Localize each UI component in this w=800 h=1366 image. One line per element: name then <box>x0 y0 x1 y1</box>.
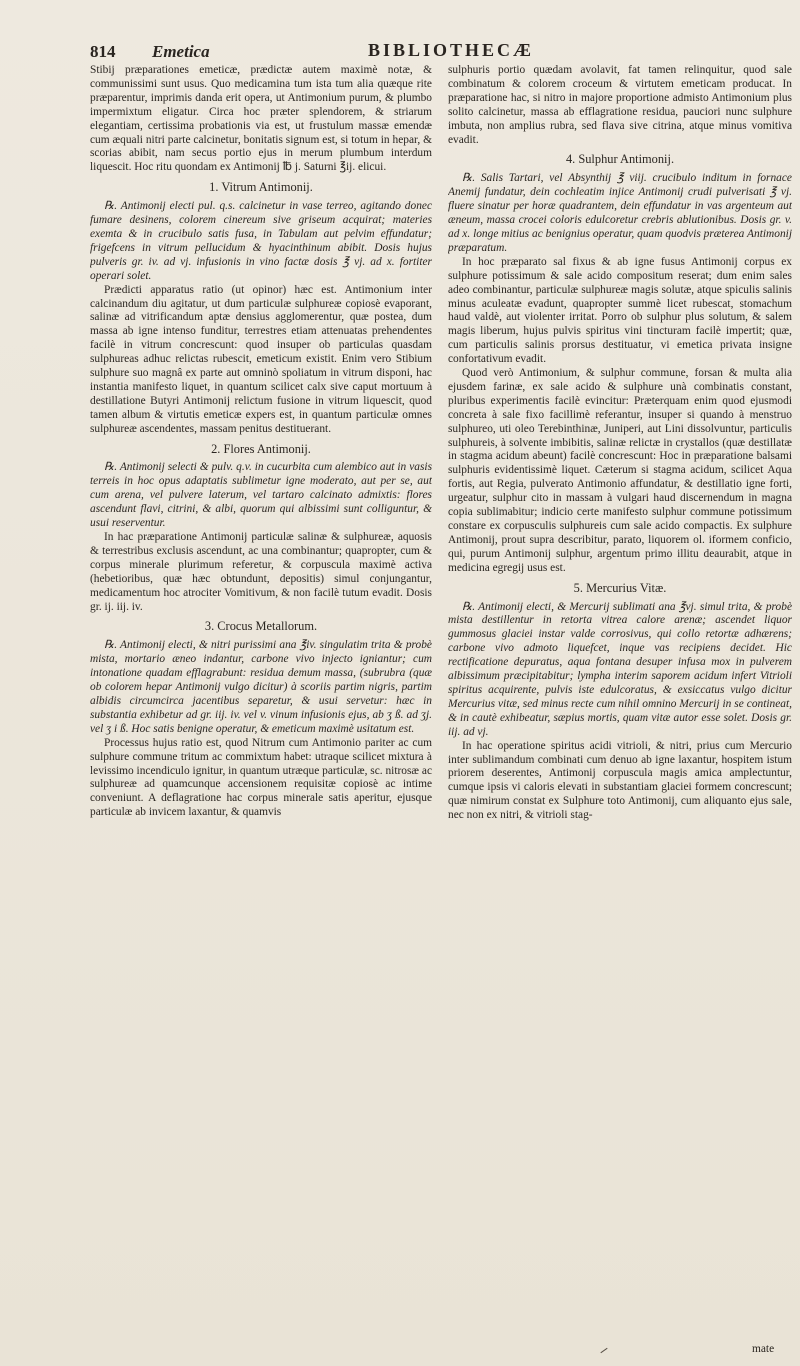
section-heading-mercurius: 5. Mercurius Vitæ. <box>573 580 667 595</box>
running-header <box>90 40 790 66</box>
commentary-mercurius: In hac operatione spiritus acidi vitrioli, & nitri, prius cum Mercurio inter sublimandum combinati cum denuo ab igne laxantur, hospitem istum priorem deserentes, Antimonij corpuscula magis amica amplectuntur, cumque ipsis vi caloris elevati in substantiam glaciei formem concrescunt; quæ nimirum constat ex Sulphure toto Antimonij, cum aliquanto ejus sale, nec non ex nitri, & vitrioli stag- <box>448 739 792 822</box>
recipe-sulphur: ℞. Salis Tartari, vel Absynthij ℥ viij. crucibulo inditum in fornace Anemij fundatur, dein cochleatim injice Antimonij crudi pulverisati ℥ vj. fluere sinatur per horæ quadrantem, dein effundatur in vas argenteum aut æneum, massa crocei coloris edulcoretur crebris ablutionibus. Dosis gr. v. ad x. longe mitius ac benignius operatur, quam quodvis præterea Antimonij præparatum. <box>448 172 792 254</box>
section-title: Emetica <box>152 42 210 61</box>
intro-paragraph: Stibij præparationes emeticæ, prædictæ autem maximè notæ, & communissimi sunt usus. Quo medicamina tum ista tum alia quæque rite præparentur, imprimis danda erit opera, ut Antimonium purum, & plumbo impermixtum eligatur. Circa hoc præter splendorem, & striarum elegantiam, certissima probationis via est, ut frustulum massæ emendæ cum æquali nitri parte calcinetur, bonitatis signum est, si totum in hepar, & scorias abibit, nam secus portio ejus in merum plumbum interdum liquescit. Hoc ritu quondam ex Antimonij ℔ j. Saturni ℥ij. elicui. <box>90 64 432 174</box>
left-column <box>90 64 432 1354</box>
recipe-vitrum: ℞. Antimonij electi pul. q.s. calcinetur in vase terreo, agitando donec fumare desinens, colorem cinereum sive griseum acquirat; materies exemta & in crucibulo satis fusa, in Tabulam aut pelvim effundatur; frigefcens in vitrum pellucidum & hyacinthinum abibit. Dosis hujus pulveris gr. iv. ad vj. infusionis in vino factæ dosis ℥ vj. ad x. fortiter operari solet. <box>90 200 432 282</box>
running-title: BIBLIOTHECÆ <box>368 40 535 60</box>
section-heading-sulphur: 4. Sulphur Antimonij. <box>565 152 675 167</box>
section-heading-crocus: 3. Crocus Metallorum. <box>204 619 318 634</box>
commentary-sulphur-2: Quod verò Antimonium, & sulphur commune, forsan & multa alia ejusdem farinæ, ex sale acido & sulphure unà combinatis constant, pluribus experimentis facilè evincitur: Præterquam enim quod ejusmodi concreta à sale fixo facillimè referantur, insuper si quando à menstruo sulphureo, uti oleo Terebinthinæ, Juniperi, aut Lini dissolvuntur, particulis sulphureis, à solvente imbibitis, salinæ relictæ in crystallos (quæ destillatæ in stagma acidum abeunt) facilè concrescunt: Hoc in præparatione balsami sulphuris evidentissimè liquet. Cæterum si stagma acidum, scilicet Aqua fortis, aut Regia, pulverato Antimonio affundatur, & destillatio igne forti, urgeatur, sulphur cito in massam à vulgari haud discernendum in magna copia sublimabitur; indicio certe manifesto sulphur commune potissimum constare ex corpusculis sulphureis cum sale acido compactis. Ex sulphure Antimonij, prout supra describitur, parato, liquorem ol. iformem conficio, qui, purum Antimonij sulphur, argentum primo illitu deaurabit, atque in medicina egregij usus est. <box>448 367 792 574</box>
catchword: mate <box>752 1343 775 1355</box>
commentary-vitrum: Prædicti apparatus ratio (ut opinor) hæc est. Antimonium inter calcinandum diu agitatur, ut dum particulæ sulphureæ copiosè evaporant, salinæ ad vitrificandum aptæ densius agglomerentur, quæ postea, dum massa ab igne intenso funditur, terrestres etiam attenuatas prehendentes facilè in vitrum concrescunt: quod insuper ob particulas quasdam sulphureas adhuc relictas rubescit, emeticum existit. Enim vero Stibium sulphure suo magnâ ex parte aut omninò spoliatum in vitrum disponi, hac instantia manifesto liquet, in quantum scilicet calx sive caput mortuum à destillatione Butyri Antimonij relictum fusione in vitrum liquescit, quod tamen album & virtutis emeticæ expers est, in quantum particulæ omnes sulphureæ ascendentes, massam penitus destituerant. <box>90 283 432 435</box>
commentary-flores: In hac præparatione Antimonij particulæ salinæ & sulphureæ, aquosis & terrestribus exclusis ascendunt, ac una combinantur; quapropter, cum & corpus minerale plurimum referetur, & corpuscula maximè activa (hebetioribus, quæ hæc obtundunt, depositis) simul conjungantur, medicamentum hoc atrociter Vomitivum, & non facilè tutum evadit. Dosis gr. ij. iij. iv. <box>90 531 432 613</box>
recipe-mercurius: ℞. Antimonij electi, & Mercurij sublimati ana ℥vj. simul trita, & probè mista destillentur in retorta vitrea calore arenæ; ascendet liquor gummosus glaciei instar valde corrosivus, qui collo retortæ adhærens; carbone vivo admoto liquefcet, inque vas recipiens decidet. Hic rectificatione depuratus, aqua fontana desuper infusa mox in pulverem albissimum præcipitabitur; lympha interim saporem acidum infert Vitrioli spiritus acquirente, pulvis iste edulcoratus, & exsiccatus vulgo dicitur Mercurius vitæ, sed minus recte cum nihil omnino Mercurij in se contineat, & in cautè exhibeatur, sæpius mortis, quam vitæ autor esse solet. Dosis gr. iij. ad vj. <box>448 600 792 738</box>
commentary-sulphur-1: In hoc præparato sal fixus & ab igne fusus Antimonij corpus ex sulphure potissimum & sale acido compositum reserat; dum enim sales adeo combinantur, particulæ sulphureæ magis solutæ, atque spiculis salinis minus aculeatæ evadunt, quapropter summè licet rubescat, stomachum haud valdè, aut violenter irritat. Porro ob sulphur plus solutum, & salem magis liberum, hujus pulvis spiritus vini tincturam facilè impertit; quæ, cum particulis salinis prorsus destituatur, vi emetica privata insigne confortativum evadit. <box>448 255 792 366</box>
section-heading-vitrum: 1. Vitrum Antimonij. <box>209 180 313 195</box>
commentary-crocus: Processus hujus ratio est, quod Nitrum cum Antimonio pariter ac cum sulphure commune tritum ac commixtum habet: utraque scilicet mixtura à levissimo incendiculo ignitur, in quantum utræque particulæ, sc. nitrosæ ac sulphureæ ad quamcunque accensionem requisitæ copiosè ac intime conveniunt. A deflagratione hac corpus minerale satis aperitur, ejusque particulæ ab invicem laxantur, & quamvis <box>90 736 432 819</box>
recipe-crocus: ℞. Antimonij electi, & nitri purissimi ana ℥iv. singulatim trita & probè mista, mortario æneo indantur, carbone vivo injecto igniantur; cum intonatione quadam efflagrabunt: residua demum massa, (subrubra (quæ ob colorem hepar Antimonij vulgo dicitur) à scoriis partim nigris, partim albidis circumcirca jacentibus separetur, & usui servetur: hæc in substantia exhibetur ad gr. iij. iv. vel v. vinum infusionis ejus, ab ʒ ß. ad ʒj. vel ʒ i ß. Hoc satis benigne operatur, & emeticum maximè usitatum est. <box>90 639 432 735</box>
recipe-flores: ℞. Antimonij selecti & pulv. q.v. in cucurbita cum alembico aut in vasis terreis in hoc opus adaptatis sublimetur igne moderato, aut per se, aut cum arena, vel pulvere laterum, vel tartaro calcinato admixtis: flores ascendunt flavi, citrini, & albi, quorum qui albissimi sunt colliguntur, & usui reserventur. <box>90 461 432 530</box>
right-column <box>448 64 792 1354</box>
section-heading-flores: 2. Flores Antimonij. <box>211 441 311 456</box>
page-number: 814 <box>90 42 116 61</box>
continued-paragraph: sulphuris portio quædam avolavit, fat tamen relinquitur, quod sale combinatum & colorem croceum & virtutem emeticam producat. In præparatione hac, si nitro in majore proportione admisto Antimonium plus solito calcinetur, massa ab efflagratione residua, pauciori nunc sulphure imbuta, non amplius rubra, sed flava sive citrina, atque minus vomitiva evadit. <box>448 64 792 146</box>
